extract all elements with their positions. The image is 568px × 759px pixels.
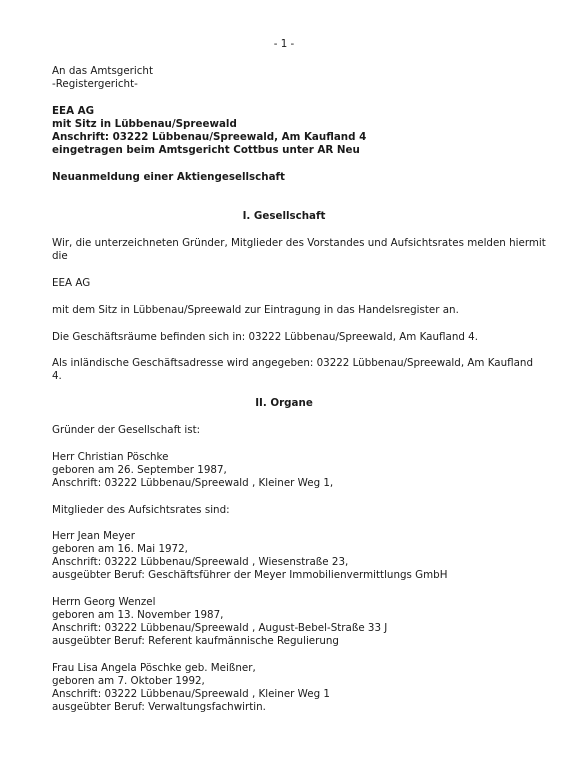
addressee-line: -Registergericht- [52,78,138,90]
board-label: Mitglieder des Aufsichtsrates sind: [52,504,230,516]
company-block-line: mit Sitz in Lübbenau/Spreewald [52,118,237,130]
section-heading: II. Organe [255,397,313,409]
founder-line: geboren am 26. September 1987, [52,464,227,476]
board-member-line: Anschrift: 03222 Lübbenau/Spreewald , August-Bebel-Straße 33 J [52,622,388,634]
board-member-line: geboren am 7. Oktober 1992, [52,675,205,687]
board-member-line: geboren am 13. November 1987, [52,609,224,621]
board-member-line: geboren am 16. Mai 1972, [52,543,188,555]
registration-text: mit dem Sitz in Lübbenau/Spreewald zur Eintragung in das Handelsregister an. [52,304,459,316]
company-block-line: Anschrift: 03222 Lübbenau/Spreewald, Am Kaufland 4 [52,131,367,143]
board-member-line: Herrn Georg Wenzel [52,596,156,608]
section-heading: I. Gesellschaft [242,210,326,222]
founder-line: Herr Christian Pöschke [52,451,169,463]
founder-label: Gründer der Gesellschaft ist: [52,424,201,436]
board-member-line: ausgeübter Beruf: Referent kaufmännische Regulierung [52,635,339,647]
board-member-line: Anschrift: 03222 Lübbenau/Spreewald , Kleiner Weg 1 [52,688,330,700]
board-member-line: ausgeübter Beruf: Geschäftsführer der Meyer Immobilienvermittlungs GmbH [52,569,448,581]
business-address-text: 4. [52,370,62,382]
board-member-line: ausgeübter Beruf: Verwaltungsfachwirtin. [52,701,266,713]
premises-text: Die Geschäftsräume befinden sich in: 03222 Lübbenau/Spreewald, Am Kaufland 4. [52,331,478,343]
company-name: EEA AG [52,277,91,289]
page-number: - 1 - [273,38,295,50]
intro-text: die [52,250,68,262]
board-member-line: Frau Lisa Angela Pöschke geb. Meißner, [52,662,256,674]
company-block-line: EEA AG [52,105,95,117]
board-member-line: Anschrift: 03222 Lübbenau/Spreewald , Wiesenstraße 23, [52,556,349,568]
intro-text: Wir, die unterzeichneten Gründer, Mitglieder des Vorstandes und Aufsichtsrates melden hiermit [52,237,546,249]
company-block-line: eingetragen beim Amtsgericht Cottbus unter AR Neu [52,144,360,156]
founder-line: Anschrift: 03222 Lübbenau/Spreewald , Kleiner Weg 1, [52,477,334,489]
subject-line: Neuanmeldung einer Aktiengesellschaft [52,171,285,183]
board-member-line: Herr Jean Meyer [52,530,135,542]
business-address-text: Als inländische Geschäftsadresse wird angegeben: 03222 Lübbenau/Spreewald, Am Kaufland [52,357,533,369]
addressee-line: An das Amtsgericht [52,65,153,77]
